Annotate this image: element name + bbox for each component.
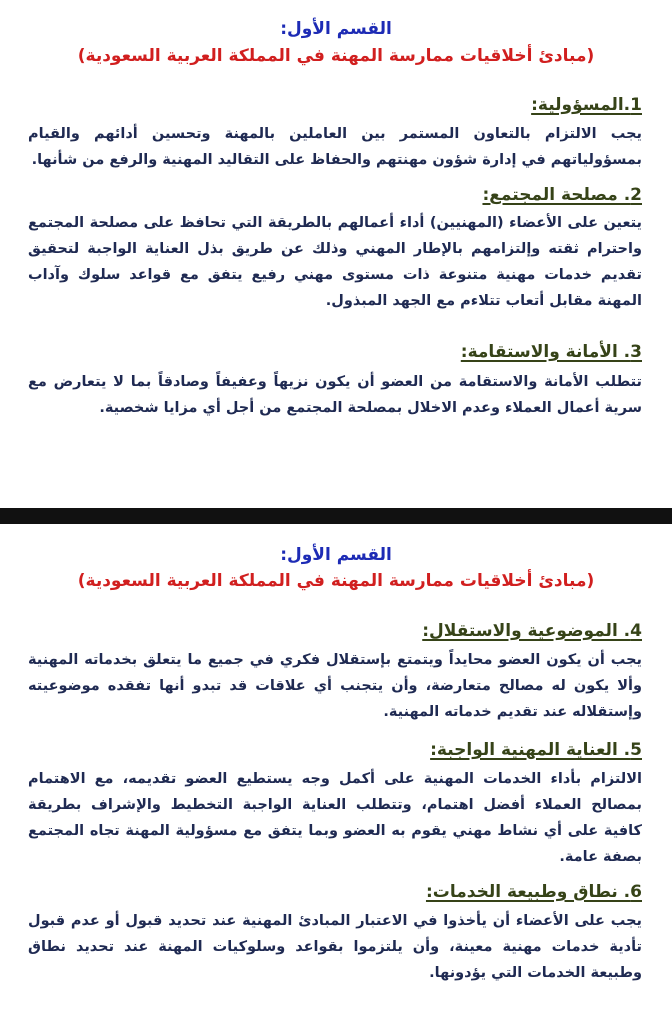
principle-heading-objectivity: 4. الموضوعية والاستقلال: xyxy=(422,621,642,641)
section-title: القسم الأول: xyxy=(280,19,392,39)
principle-text-integrity: تتطلب الأمانة والاستقامة من العضو أن يكون نزيهاً وعفيفاً وصادقاً بما لا يتعارض مع سرية أعمال العملاء وعدم الاخلال بمصلحة المجتمع من أجل أي مزايا شخصية. xyxy=(28,374,642,416)
principle-text-objectivity: يجب أن يكون العضو محايداً ويتمتع بإستقلال فكري في جميع ما يتعلق بخدماته المهنية وألا يكون له مصالح متعارضة، وأن يتجنب أي علاقات قد تبدو أنها تفقده موضوعيته وإستقلاله عند تقديم خدماته المهنية. xyxy=(28,652,642,720)
principle-text-scope: يجب على الأعضاء أن يأخذوا في الاعتبار المبادئ المهنية عند تحديد قبول أو عدم قبول تأدية خدمات مهنية معينة، وأن يلتزموا بقواعد وسلوكيات المهنة عند تحديد نطاق وطبيعة الخدمات التي يؤدونها. xyxy=(28,913,642,981)
principle-heading-responsibility: 1.المسؤولية: xyxy=(531,95,642,115)
slide-panel-2 xyxy=(0,524,672,1024)
section-subtitle: (مبادئ أخلاقيات ممارسة المهنة في المملكة العربية السعودية) xyxy=(77,46,595,66)
principle-heading-public-interest: 2. مصلحة المجتمع: xyxy=(482,185,642,205)
principle-text-responsibility: يجب الالتزام بالتعاون المستمر بين العاملين بالمهنة وتحسين أدائهم والقيام بمسؤولياتهم في إدارة شؤون مهنتهم والحفاظ على التقاليد المهنية والرفع من شأنها. xyxy=(28,126,642,168)
panel-divider xyxy=(0,508,672,524)
section-title: القسم الأول: xyxy=(280,545,392,565)
principle-heading-integrity: 3. الأمانة والاستقامة: xyxy=(460,342,642,362)
principle-text-due-care: الالتزام بأداء الخدمات المهنية على أكمل وجه يستطيع العضو تقديمه، مع الاهتمام بمصالح العملاء أفضل اهتمام، وتتطلب العناية الواجبة التخطيط والإشراف بطريقة كافية على أي نشاط مهني يقوم به العضو وبما يتفق مع مسؤولية المهنة تجاه المجتمع بصفة عامة. xyxy=(28,771,642,865)
principle-heading-due-care: 5. العناية المهنية الواجبة: xyxy=(430,740,642,760)
section-subtitle: (مبادئ أخلاقيات ممارسة المهنة في المملكة العربية السعودية) xyxy=(77,571,595,591)
slide-panel-1 xyxy=(0,0,672,508)
principle-heading-scope: 6. نطاق وطبيعة الخدمات: xyxy=(425,882,642,902)
principle-text-public-interest: يتعين على الأعضاء (المهنيين) أداء أعمالهم بالطريقة التي تحافظ على مصلحة المجتمع واحترام ثقته وإلتزامهم بالإطار المهني وذلك عن طريق بذل العناية الواجبة لتحقيق تقديم خدمات مهنية متنوعة ذات مستوى مهني رفيع يتفق مع قواعد سلوك وآداب المهنة مقابل أتعاب تتلاءم مع الجهد المبذول. xyxy=(28,215,642,309)
